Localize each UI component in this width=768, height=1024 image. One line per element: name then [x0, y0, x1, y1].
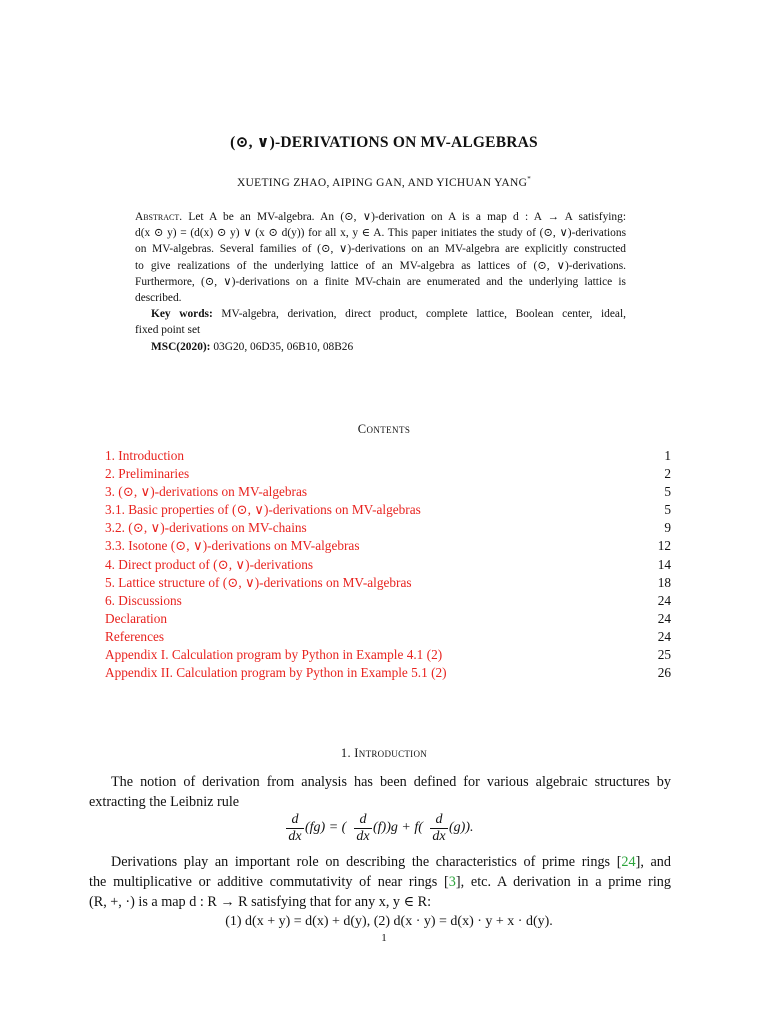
toc-entry-label[interactable]: Appendix I. Calculation program by Python in Example 4.1 (2) — [105, 647, 443, 663]
toc-entry[interactable] — [105, 574, 671, 592]
toc-entry-page: 26 — [657, 665, 671, 681]
toc-entry-label[interactable]: 5. Lattice structure of (⊙, ∨)-derivations on MV-algebras — [105, 574, 412, 590]
msc-label: MSC(2020): — [151, 340, 211, 353]
toc-entry[interactable] — [105, 519, 671, 537]
author-names: XUETING ZHAO, AIPING GAN, AND YICHUAN YANG — [236, 176, 528, 189]
toc-entry-page: 9 — [664, 520, 671, 536]
fraction: $\frac{d}{dx}$ — [354, 812, 372, 845]
toc-entry-page: 25 — [657, 647, 671, 663]
toc-entry-label[interactable]: 3.1. Basic properties of (⊙, ∨)-derivations on MV-algebras — [105, 502, 421, 518]
abstract-line: to give realizations of the underlying lattice of an MV-algebra as lattices of (⊙, ∨)-derivations. — [135, 259, 626, 272]
keywords-line: Key words: MV-algebra, derivation, direct product, complete lattice, Boolean center, ideal, — [151, 308, 627, 321]
toc-entry[interactable] — [105, 646, 671, 664]
toc-entry-page: 12 — [657, 538, 671, 554]
fraction: $\frac{d}{dx}$ — [286, 812, 304, 845]
paper-page: (⊙, ∨)-DERIVATIONS ON MV-ALGEBRAS XUETING ZHAO, AIPING GAN, AND YICHUAN YANG* Abstract. Let A be an MV-algebra. An (⊙, ∨)-derivation on A is a map d : A → A satisfying: d(x ⊙ y) = (d(x) ⊙ y) ∨ (x ⊙ d(y)) for all x, y ∈ A. This paper initiates the study of (⊙, ∨)-derivations on MV-algebras. Several families of (⊙, ∨)-derivations on an MV-algebra are explicitly constructed to give realizations of the underlying lattice of an MV-algebra as lattices of (⊙, ∨)-derivations. Furthermore, (⊙, ∨)-derivations on a finite MV-chain are enumerated and the underlying lattice is described. Key words: MV-algebra, derivation, direct product, complete lattice, Boolean center, ideal, fixed point set MSC(2020): 03G20, 06D35, 06B10, 08B26 Contents 1. Introduction 1 2. Preliminaries 2 3. (⊙, ∨)-derivations on MV-algebras 5 3.1. Basic properties of (⊙, ∨)-derivations on MV-algebras 5 3.2. (⊙, ∨)-derivations on MV-chains 9 3.3. Isotone (⊙, ∨)-derivations on MV-algebras 12 4. Direct product of (⊙, ∨)-derivations 14 5. Lattice structure of (⊙, ∨)-derivations on MV-algebras 18 6. Discussions 24 Declaration 24 References 24 Appendix I. Calculation program by Python in Example 4.1 (2) 25 Appendix II. Calculation program by Python in Example 5.1 (2) 26 1. Introduction The notion of derivation from analysis has been defined for various algebraic structures by extracting the Leibniz rule $\frac{d}{dx}$ (fg) = ( $\frac{d}{dx}$ (f))g + f( $\frac{d}{dx}$ (g)). Derivations play an important role on describing the characteristics of prime rings [24], and the multiplicative or additive commutativity of near rings [3], etc. A derivation in a prime ring (R, +, ·) is a map d : R → R satisfying that for any x, y ∈ R: (1) d(x + y) = d(x) + d(y), (2) d(x · y) = d(x) · y + x · d(y). 1 — [0, 0, 768, 1024]
fraction: $\frac{d}{dx}$ — [430, 812, 448, 845]
abstract-line: described. — [135, 292, 182, 305]
contents-heading: Contents — [357, 422, 411, 436]
paragraph-line: the multiplicative or additive commutativity of near rings [3], etc. A derivation in a prime ring — [89, 874, 671, 890]
toc-entry[interactable] — [105, 447, 671, 465]
intro-paragraph-1 — [89, 772, 671, 812]
toc-entry[interactable] — [105, 483, 671, 501]
citation-link[interactable]: 24 — [621, 854, 636, 870]
toc-entry[interactable] — [105, 501, 671, 519]
toc-entry-page: 24 — [657, 592, 671, 608]
toc-entry[interactable] — [105, 610, 671, 628]
toc-entry-label[interactable]: 3.3. Isotone (⊙, ∨)-derivations on MV-algebras — [105, 538, 360, 554]
keywords-label: Key words: — [151, 308, 213, 321]
toc-entry-page: 14 — [657, 556, 671, 572]
paragraph-line: (R, +, ·) is a map d : R → R satisfying that for any x, y ∈ R: — [89, 894, 432, 910]
toc-entry-label[interactable]: Declaration — [105, 610, 168, 626]
abstract-line: on MV-algebras. Several families of (⊙, ∨)-derivations on an MV-algebra are explicitly constructed — [135, 243, 626, 256]
toc-entry[interactable] — [105, 537, 671, 555]
author-footnote-mark: * — [527, 175, 532, 183]
toc-entry[interactable] — [105, 592, 671, 610]
citation-link[interactable]: 3 — [448, 874, 456, 890]
paragraph-line: The notion of derivation from analysis has been defined for various algebraic structures by — [111, 774, 671, 790]
keywords-line-continued: fixed point set — [135, 324, 201, 337]
abstract — [135, 209, 626, 355]
toc-entry-page: 24 — [657, 610, 671, 626]
toc-entry-page: 5 — [664, 502, 671, 518]
derivation-conditions-formula: (1) d(x + y) = d(x) + d(y), (2) d(x · y) = d(x) · y + x · d(y). — [225, 914, 553, 929]
intro-paragraph-2 — [89, 852, 671, 912]
msc-codes: 03G20, 06D35, 06B10, 08B26 — [213, 340, 354, 353]
toc-entry-label[interactable]: 2. Preliminaries — [105, 466, 190, 482]
toc-entry-label[interactable]: 4. Direct product of (⊙, ∨)-derivations — [105, 556, 314, 572]
toc-entry[interactable] — [105, 628, 671, 646]
abstract-line: Furthermore, (⊙, ∨)-derivations on a finite MV-chain are enumerated and the underlying lattice is — [135, 275, 626, 288]
paragraph-line: Derivations play an important role on describing the characteristics of prime rings [24], and — [111, 854, 671, 870]
table-of-contents — [105, 447, 671, 682]
page-number: 1 — [381, 932, 387, 944]
abstract-label: Abstract. — [135, 211, 183, 223]
toc-entry[interactable] — [105, 556, 671, 574]
msc-line — [135, 339, 626, 355]
author-list — [0, 175, 768, 189]
toc-entry-label[interactable]: 3. (⊙, ∨)-derivations on MV-algebras — [105, 484, 308, 500]
toc-entry-label[interactable]: 3.2. (⊙, ∨)-derivations on MV-chains — [105, 520, 307, 536]
toc-entry-label[interactable]: 6. Discussions — [105, 592, 182, 608]
toc-entry-label[interactable]: References — [105, 628, 165, 644]
paper-title: (⊙, ∨)-DERIVATIONS ON MV-ALGEBRAS — [230, 134, 538, 151]
toc-entry-page: 2 — [664, 466, 671, 482]
toc-entry-page: 5 — [664, 484, 671, 500]
toc-entry-page: 24 — [657, 628, 671, 644]
paragraph-line: extracting the Leibniz rule — [89, 794, 240, 810]
toc-entry[interactable] — [105, 465, 671, 483]
toc-entry[interactable] — [105, 664, 671, 682]
toc-entry-label[interactable]: 1. Introduction — [105, 448, 185, 463]
section-heading: 1. Introduction — [340, 746, 428, 760]
toc-entry-page: 1 — [664, 448, 671, 463]
abstract-line: d(x ⊙ y) = (d(x) ⊙ y) ∨ (x ⊙ d(y)) for all x, y ∈ A. This paper initiates the study of (⊙, ∨)-derivations — [135, 227, 626, 240]
toc-entry-page: 18 — [657, 574, 671, 590]
abstract-line: Abstract. Let A be an MV-algebra. An (⊙, ∨)-derivation on A is a map d : A → A satisfying: — [135, 211, 626, 223]
toc-entry-label[interactable]: Appendix II. Calculation program by Python in Example 5.1 (2) — [105, 665, 447, 681]
